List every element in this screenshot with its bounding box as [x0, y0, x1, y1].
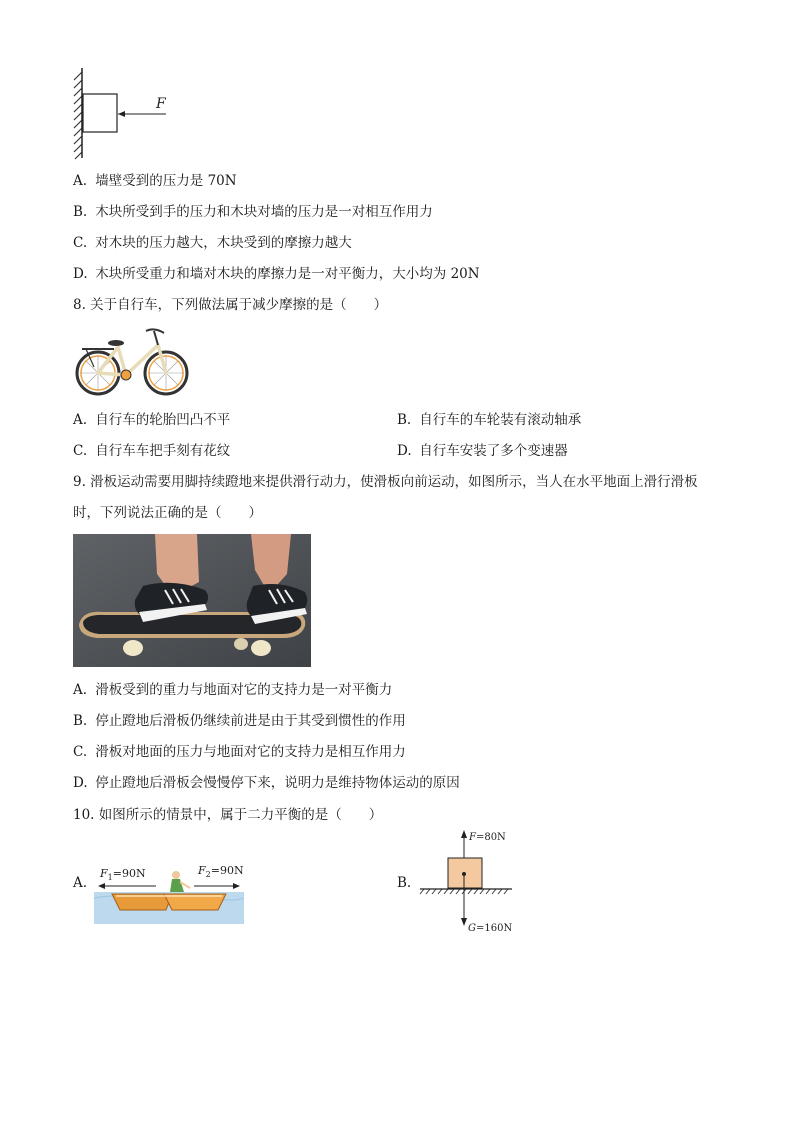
- q9-stem-line1: 9. 滑板运动需要用脚持续蹬地来提供滑行动力，使滑板向前运动，如图所示，当人在水平地面上滑行滑板: [73, 474, 698, 490]
- q10-option-a-label: A.: [73, 875, 88, 891]
- q9-option-d: D. 停止蹬地后滑板会慢慢停下来，说明力是维持物体运动的原因: [73, 775, 460, 791]
- q10-option-b-label: B.: [397, 875, 412, 891]
- q9-option-c: C. 滑板对地面的压力与地面对它的支持力是相互作用力: [73, 744, 406, 760]
- q9-stem-line2: 时，下列说法正确的是（ ）: [73, 505, 262, 521]
- q10-stem: 10. 如图所示的情景中，属于二力平衡的是（ ）: [73, 807, 383, 823]
- bicycle-illustration: [74, 323, 190, 401]
- q8-option-a: A. 自行车的轮胎凹凸不平: [73, 412, 231, 428]
- svg-text:G=160N: G=160N: [468, 923, 513, 934]
- block-forces-figure: [416, 828, 520, 936]
- svg-text:F2=90N: $F_2=90N$: [198, 864, 244, 879]
- q9-option-b: B. 停止蹬地后滑板仍继续前进是由于其受到惯性的作用: [73, 713, 406, 729]
- q8-stem: 8. 关于自行车，下列做法属于减少摩擦的是（ ）: [73, 297, 388, 313]
- force-label: F: [156, 96, 166, 112]
- q7-option-b: B. 木块所受到手的压力和木块对墙的压力是一对相互作用力: [73, 204, 433, 220]
- q7-option-a: A. 墙壁受到的压力是 70N: [73, 173, 237, 189]
- q7-option-c: C. 对木块的压力越大，木块受到的摩擦力越大: [73, 235, 352, 251]
- boats-figure: [94, 862, 244, 924]
- q8-option-d: D. 自行车安装了多个变速器: [397, 443, 568, 459]
- q7-option-d: D. 木块所受重力和墙对木块的摩擦力是一对平衡力，大小均为 20N: [73, 266, 480, 282]
- q9-option-a: A. 滑板受到的重力与地面对它的支持力是一对平衡力: [73, 682, 393, 698]
- q8-option-c: C. 自行车车把手刻有花纹: [73, 443, 231, 459]
- svg-text:F=80N: F=80N: [469, 832, 506, 843]
- skateboard-photo: [73, 534, 311, 667]
- svg-text:F1=90N: $F_1=90N$: [100, 867, 146, 882]
- q8-option-b: B. 自行车的车轮装有滚动轴承: [397, 412, 582, 428]
- wall-block-figure: [66, 66, 176, 160]
